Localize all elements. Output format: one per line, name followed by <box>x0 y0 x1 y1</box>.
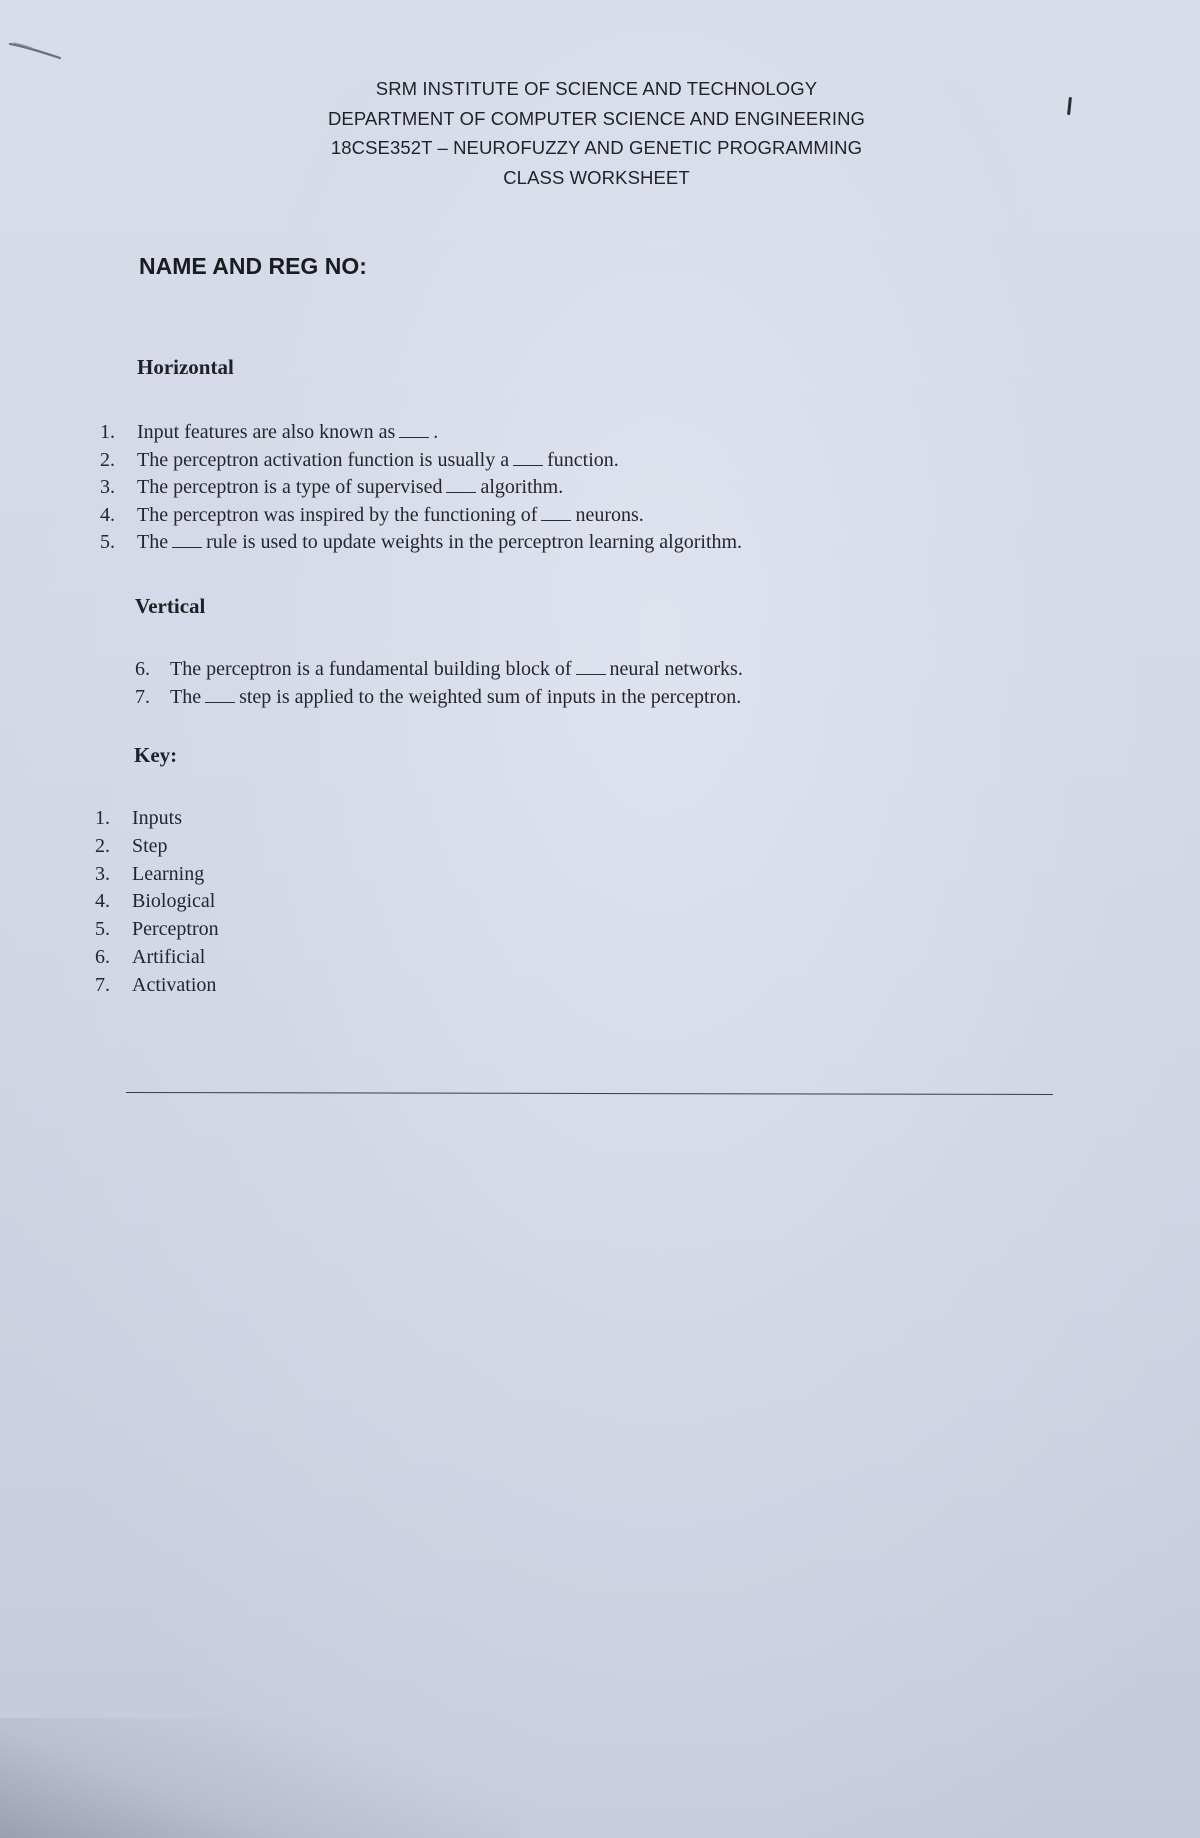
clue-text-after: algorithm. <box>480 476 564 498</box>
horizontal-clue <box>100 474 742 502</box>
clue-number: 1. <box>100 421 115 443</box>
key-item <box>95 861 219 889</box>
pen-mark-icon <box>8 40 63 60</box>
clue-text-before: The perceptron activation function is usually a <box>137 448 510 471</box>
key-item <box>95 944 219 972</box>
clue-number: 6. <box>135 658 150 680</box>
document-header <box>0 74 1193 192</box>
header-institute: SRM INSTITUTE OF SCIENCE AND TECHNOLOGY <box>375 78 818 99</box>
key-answer: Step <box>132 834 168 857</box>
answer-blank <box>446 478 476 493</box>
key-number: 4. <box>95 890 110 913</box>
key-number: 6. <box>95 945 110 968</box>
clue-text-before: The perceptron is a fundamental building block of <box>170 658 572 680</box>
answer-blank <box>541 506 571 521</box>
clue-text-after: neural networks. <box>609 658 743 680</box>
vertical-clue <box>135 684 743 712</box>
answer-key-list <box>95 805 219 1000</box>
key-item <box>95 888 219 916</box>
key-answer: Artificial <box>132 945 206 968</box>
horizontal-section-title: Horizontal <box>137 355 234 379</box>
clue-text-before: Input features are also known as <box>137 421 396 443</box>
key-answer: Biological <box>132 890 216 913</box>
clue-number: 7. <box>135 685 150 708</box>
key-answer: Activation <box>132 973 217 996</box>
vertical-clue-list <box>135 656 743 711</box>
key-item <box>95 972 219 1000</box>
key-number: 5. <box>95 918 110 941</box>
clue-text-after: neurons. <box>575 503 644 526</box>
clue-text-before: The perceptron was inspired by the functioning of <box>137 503 538 526</box>
clue-number: 4. <box>100 503 115 526</box>
key-answer: Inputs <box>132 807 182 829</box>
clue-number: 3. <box>100 476 115 498</box>
clue-number: 2. <box>100 448 115 471</box>
clue-text-after: function. <box>547 448 619 471</box>
horizontal-clue-list <box>100 419 742 557</box>
clue-text-after: step is applied to the weighted sum of inputs in the perceptron. <box>239 685 742 708</box>
header-worksheet-title: CLASS WORKSHEET <box>503 166 690 188</box>
key-item <box>95 833 219 861</box>
key-number: 3. <box>95 862 110 885</box>
clue-number: 5. <box>100 531 115 553</box>
key-number: 7. <box>95 973 110 996</box>
horizontal-divider-line <box>126 1092 1053 1095</box>
clue-text-before: The <box>170 685 202 708</box>
clue-text-before: The perceptron is a type of supervised <box>137 476 443 498</box>
header-course: 18CSE352T – NEUROFUZZY AND GENETIC PROGRAMMING <box>330 137 863 158</box>
vertical-clue <box>135 656 743 684</box>
horizontal-clue <box>100 502 742 530</box>
key-item <box>95 916 219 944</box>
clue-text-after: . <box>433 421 439 443</box>
key-answer: Perceptron <box>132 918 219 941</box>
photo-shadow <box>0 1718 520 1838</box>
answer-blank <box>205 688 235 703</box>
answer-blank <box>399 423 429 438</box>
answer-blank <box>576 660 606 675</box>
name-reg-label: NAME AND REG NO: <box>139 253 367 279</box>
key-answer: Learning <box>132 862 205 885</box>
horizontal-clue <box>100 419 742 447</box>
key-item <box>95 805 219 833</box>
key-number: 2. <box>95 834 110 857</box>
answer-blank <box>513 451 543 466</box>
clue-text-before: The <box>137 531 169 553</box>
key-section-title: Key: <box>134 743 178 767</box>
answer-blank <box>172 533 202 548</box>
horizontal-clue <box>100 447 742 475</box>
clue-text-after: rule is used to update weights in the perceptron learning algorithm. <box>206 531 743 553</box>
key-number: 1. <box>95 807 110 829</box>
vertical-section-title: Vertical <box>135 594 206 618</box>
horizontal-clue <box>100 529 742 557</box>
header-department: DEPARTMENT OF COMPUTER SCIENCE AND ENGINEERING <box>327 107 866 129</box>
